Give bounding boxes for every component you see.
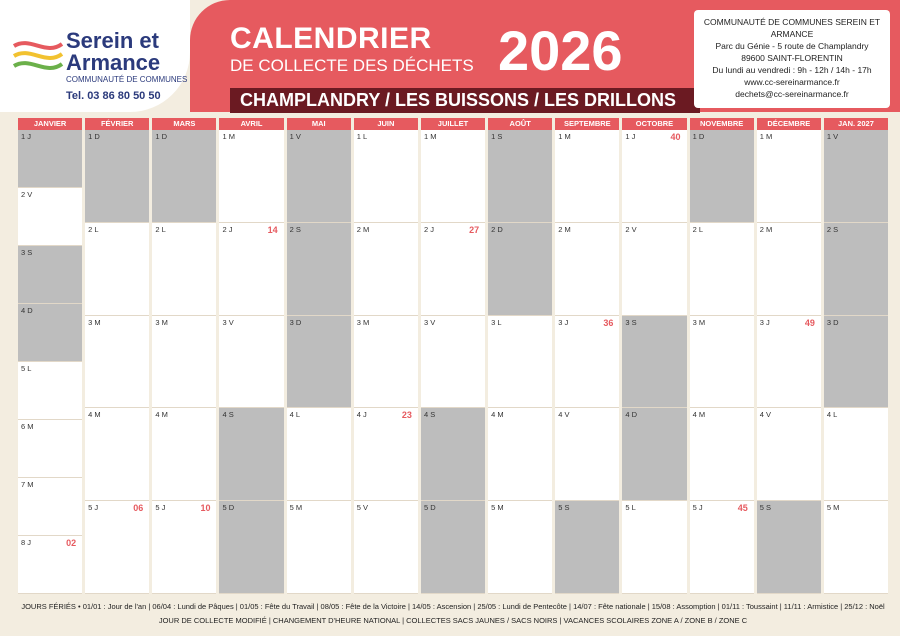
month-header: MAI (287, 118, 351, 130)
month-header: DÉCEMBRE (757, 118, 821, 130)
day-cell (219, 130, 283, 223)
week-number: 40 (670, 132, 681, 142)
day-cell (287, 223, 351, 316)
month-header: SEPTEMBRE (555, 118, 619, 130)
week-number: 27 (469, 224, 480, 235)
day-cell (354, 223, 418, 316)
day-cell (18, 304, 82, 362)
day-label: 1 S (491, 132, 503, 141)
day-label: 3 M (692, 317, 706, 327)
month-column (690, 118, 754, 594)
day-label: 5 J (155, 503, 166, 513)
month-header: JANVIER (18, 118, 82, 130)
day-label: 2 L (155, 224, 166, 234)
contact-line-1: COMMUNAUTÉ DE COMMUNES SEREIN ET ARMANCE (703, 17, 881, 39)
day-cell (757, 501, 821, 594)
day-label: 4 M (88, 410, 101, 420)
day-cell (757, 408, 821, 501)
month-header: JUILLET (421, 118, 485, 130)
contact-email[interactable]: dechets@cc-sereinarmance.fr (735, 89, 849, 99)
month-column (152, 118, 216, 594)
month-header: AOÛT (488, 118, 552, 130)
day-label: 3 V (423, 317, 436, 327)
day-cell (555, 501, 619, 594)
month-header: OCTOBRE (622, 118, 686, 130)
month-column (18, 118, 82, 594)
month-column (622, 118, 686, 594)
day-cell (757, 130, 821, 223)
day-label: 4 M (155, 410, 168, 420)
holidays-legend: JOURS FÉRIÉS • 01/01 : Jour de l'an | 06/04 : Lundi de Pâques | 01/05 : Fête du Travail | 08/05 : Fête de la Victoire | 14/05 : Ascension | 25/05 : Lundi de Pentecôte | 14/07 : Fête nationale | 15/08 : Assomption | 01/11 : Toussaint | 11/11 : Armistice | 25/12 : Noël (21, 602, 885, 611)
month-column (488, 118, 552, 594)
contact-info (694, 10, 890, 108)
day-cell (152, 130, 216, 223)
day-cell (622, 223, 686, 316)
day-label: 4 L (289, 410, 301, 420)
day-cell (354, 408, 418, 501)
month-column (85, 118, 149, 594)
day-cell (219, 408, 283, 501)
day-cell (488, 501, 552, 594)
day-label: 3 M (155, 317, 168, 327)
day-cell (421, 501, 485, 594)
day-label: 8 J (21, 538, 32, 547)
day-label: 4 M (692, 410, 706, 420)
day-label: 2 S (826, 224, 839, 234)
day-label: 2 L (88, 224, 99, 234)
week-number: 14 (267, 224, 278, 235)
day-label: 2 D (491, 224, 503, 234)
day-label: 3 S (21, 248, 33, 257)
day-label: 1 J (625, 132, 636, 141)
day-label: 2 M (759, 224, 773, 234)
collection-legend: JOUR DE COLLECTE MODIFIÉ | CHANGEMENT D'HEURE NATIONAL | COLLECTES SACS JAUNES / SACS NOIRS | VACANCES SCOLAIRES ZONE A / ZONE B / ZONE C (158, 616, 748, 625)
day-label: 1 M (222, 132, 235, 141)
day-cell (622, 408, 686, 501)
logo-subtitle: COMMUNAUTÉ DE COMMUNES (66, 75, 188, 84)
day-cell (488, 223, 552, 316)
month-header: MARS (152, 118, 216, 130)
contact-line-3: 89600 SAINT-FLORENTIN (741, 53, 843, 63)
phone-number: Tel. 03 86 80 50 50 (66, 90, 161, 102)
day-label: 2 J (222, 224, 233, 234)
day-cell (18, 536, 82, 594)
day-label: 4 S (222, 410, 234, 420)
day-cell (354, 130, 418, 223)
day-label: 2 M (356, 224, 370, 234)
day-label: 4 V (558, 410, 570, 420)
day-label: 3 L (491, 317, 502, 327)
day-cell (354, 501, 418, 594)
day-cell (152, 316, 216, 409)
page-subtitle: DE COLLECTE DES DÉCHETS (230, 56, 474, 75)
day-label: 3 V (222, 317, 234, 327)
month-header: JUIN (354, 118, 418, 130)
day-cell (757, 223, 821, 316)
day-cell (421, 408, 485, 501)
day-cell (488, 408, 552, 501)
day-label: 2 V (21, 190, 33, 199)
day-label: 5 J (692, 503, 703, 513)
location: CHAMPLANDRY / LES BUISSONS / LES DRILLONS (230, 88, 700, 113)
day-cell (690, 130, 754, 223)
day-label: 1 L (356, 132, 368, 141)
day-label: 5 L (21, 364, 32, 373)
day-cell (421, 316, 485, 409)
day-label: 1 D (88, 132, 100, 141)
week-number: 06 (133, 503, 144, 514)
day-label: 5 D (423, 503, 436, 513)
page-title: CALENDRIER (230, 22, 432, 55)
logo-name: Serein et Armance (66, 28, 161, 75)
day-cell (488, 130, 552, 223)
day-label: 5 M (491, 503, 504, 513)
day-label: 4 D (625, 410, 638, 420)
day-cell (287, 316, 351, 409)
footer (18, 600, 888, 632)
day-cell (622, 130, 686, 223)
month-header: JAN. 2027 (824, 118, 888, 130)
calendar-grid (18, 118, 888, 594)
week-number: 36 (603, 317, 614, 328)
day-label: 4 J (356, 410, 367, 420)
day-cell (85, 316, 149, 409)
day-label: 7 M (21, 480, 34, 489)
day-label: 3 M (356, 317, 370, 327)
day-label: 1 D (692, 132, 705, 141)
day-cell (555, 130, 619, 223)
day-cell (152, 223, 216, 316)
logo (0, 0, 190, 112)
day-label: 2 S (289, 224, 301, 234)
day-cell (18, 246, 82, 304)
day-label: 3 J (759, 317, 770, 327)
day-cell (622, 316, 686, 409)
day-label: 4 M (491, 410, 504, 420)
week-number: 23 (401, 410, 412, 421)
day-label: 2 L (692, 224, 703, 234)
day-label: 1 V (289, 132, 301, 141)
day-cell (219, 501, 283, 594)
day-cell (757, 316, 821, 409)
month-column (219, 118, 283, 594)
day-cell (219, 316, 283, 409)
week-number: 49 (804, 317, 815, 328)
day-label: 3 S (625, 317, 637, 327)
month-column (287, 118, 351, 594)
day-cell (488, 316, 552, 409)
contact-website[interactable]: www.cc-sereinarmance.fr (744, 77, 840, 87)
day-cell (555, 408, 619, 501)
month-column (824, 118, 888, 594)
day-label: 2 J (423, 224, 434, 234)
day-label: 4 L (826, 410, 838, 420)
day-cell (622, 501, 686, 594)
day-cell (85, 130, 149, 223)
day-cell (85, 223, 149, 316)
day-cell (85, 501, 149, 594)
day-cell (824, 316, 888, 409)
day-label: 5 D (222, 503, 235, 513)
header (0, 0, 900, 112)
week-number: 10 (200, 503, 211, 514)
day-cell (18, 420, 82, 478)
day-label: 3 J (558, 317, 569, 327)
day-label: 5 S (759, 503, 771, 513)
day-cell (18, 130, 82, 188)
day-cell (690, 501, 754, 594)
day-label: 5 V (356, 503, 369, 513)
day-label: 1 D (155, 132, 167, 141)
day-cell (824, 408, 888, 501)
day-label: 5 M (826, 503, 840, 513)
day-label: 5 L (625, 503, 636, 513)
day-label: 4 V (759, 410, 771, 420)
day-cell (555, 316, 619, 409)
month-header: NOVEMBRE (690, 118, 754, 130)
week-number: 02 (66, 538, 77, 548)
month-column (757, 118, 821, 594)
day-cell (287, 408, 351, 501)
day-label: 5 M (289, 503, 303, 513)
day-label: 3 D (826, 317, 839, 327)
day-cell (824, 223, 888, 316)
contact-line-2: Parc du Génie - 5 route de Champlandry (715, 41, 869, 51)
day-label: 5 S (558, 503, 570, 513)
day-cell (690, 408, 754, 501)
day-cell (287, 130, 351, 223)
day-cell (287, 501, 351, 594)
day-cell (18, 478, 82, 536)
day-cell (18, 362, 82, 420)
day-cell (85, 408, 149, 501)
day-label: 1 M (558, 132, 571, 141)
day-label: 1 M (423, 132, 437, 141)
month-header: AVRIL (219, 118, 283, 130)
week-number: 45 (737, 503, 748, 514)
day-cell (421, 223, 485, 316)
day-cell (824, 501, 888, 594)
day-cell (18, 188, 82, 246)
day-cell (152, 501, 216, 594)
day-cell (690, 223, 754, 316)
day-label: 5 J (88, 503, 99, 513)
month-column (354, 118, 418, 594)
day-cell (690, 316, 754, 409)
day-cell (421, 130, 485, 223)
day-label: 2 V (625, 224, 637, 234)
day-label: 3 M (88, 317, 101, 327)
day-label: 4 S (423, 410, 436, 420)
logo-icon (12, 36, 64, 76)
year: 2026 (498, 19, 623, 82)
day-cell (824, 130, 888, 223)
day-label: 6 M (21, 422, 34, 431)
day-label: 3 D (289, 317, 302, 327)
month-header: FÉVRIER (85, 118, 149, 130)
contact-line-4: Du lundi au vendredi : 9h - 12h / 14h - 17h (712, 65, 872, 75)
day-label: 1 V (826, 132, 839, 141)
month-column (421, 118, 485, 594)
day-label: 2 M (558, 224, 571, 234)
month-column (555, 118, 619, 594)
day-cell (219, 223, 283, 316)
day-label: 1 M (759, 132, 773, 141)
day-cell (555, 223, 619, 316)
day-label: 1 J (21, 132, 32, 141)
day-label: 4 D (21, 306, 33, 315)
day-cell (354, 316, 418, 409)
day-cell (152, 408, 216, 501)
